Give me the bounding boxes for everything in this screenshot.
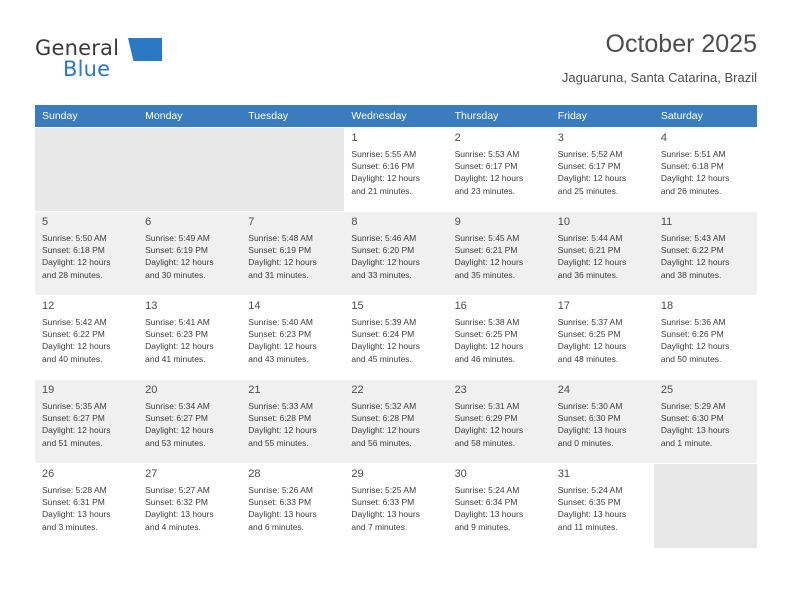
page-header [35,28,757,98]
day-sunrise-text: Sunrise: 5:32 AM [351,401,417,411]
day-daylight1-text: Daylight: 12 hours [454,173,524,184]
day-daylight2-text: and 11 minutes. [557,521,618,532]
calendar-day-cell[interactable] [344,296,447,380]
day-number: 3 [557,132,564,144]
location-subtitle: Jaguaruna, Santa Catarina, Brazil [561,70,757,85]
day-number: 18 [660,300,674,312]
calendar-day-cell[interactable] [551,296,654,380]
day-daylight2-text: and 43 minutes. [248,353,309,364]
day-daylight1-text: Daylight: 12 hours [454,341,524,352]
day-sunset-text: Sunset: 6:29 PM [454,413,518,424]
day-number: 21 [248,384,261,396]
day-number: 23 [454,384,467,396]
day-daylight1-text: Daylight: 13 hours [351,509,420,520]
day-sunset-text: Sunset: 6:28 PM [351,413,415,424]
day-daylight1-text: Daylight: 12 hours [248,341,317,352]
day-sunset-text: Sunset: 6:31 PM [42,497,105,508]
day-sunrise-text: Sunrise: 5:51 AM [660,149,726,159]
day-sunset-text: Sunset: 6:18 PM [42,245,105,256]
day-sunrise-text: Sunrise: 5:24 AM [454,485,520,495]
day-sunrise-text: Sunrise: 5:26 AM [248,485,314,495]
day-daylight2-text: and 30 minutes. [145,269,206,280]
day-daylight2-text: and 58 minutes. [454,437,516,448]
day-daylight1-text: Daylight: 12 hours [42,257,111,268]
day-daylight1-text: Daylight: 12 hours [248,257,317,268]
day-number: 16 [454,300,467,312]
day-sunset-text: Sunset: 6:25 PM [454,329,518,340]
day-number: 17 [557,300,570,312]
day-number: 9 [454,216,461,228]
day-daylight2-text: and 51 minutes. [42,437,103,448]
day-sunset-text: Sunset: 6:23 PM [248,329,312,340]
day-sunset-text: Sunset: 6:30 PM [660,413,724,424]
calendar-week-row [35,212,757,296]
day-daylight1-text: Daylight: 12 hours [351,425,420,436]
day-daylight2-text: and 31 minutes. [248,269,309,280]
weekday-header-thursday: Thursday [448,105,551,128]
calendar-day-cell[interactable] [654,128,757,212]
flag-icon [128,38,162,61]
day-number: 4 [660,132,667,144]
day-sunset-text: Sunset: 6:32 PM [145,497,208,508]
day-daylight2-text: and 28 minutes. [42,269,103,280]
day-daylight1-text: Daylight: 12 hours [248,425,317,436]
day-sunrise-text: Sunrise: 5:53 AM [454,149,520,159]
calendar-day-cell[interactable] [241,212,344,296]
calendar-day-cell[interactable] [35,380,138,464]
day-number: 15 [351,300,364,312]
day-sunrise-text: Sunrise: 5:24 AM [557,485,623,495]
calendar-week-row [35,464,757,548]
day-number: 28 [248,468,261,480]
calendar-day-cell[interactable] [35,464,138,548]
day-sunset-text: Sunset: 6:26 PM [660,329,724,340]
day-sunrise-text: Sunrise: 5:25 AM [351,485,417,495]
weekday-header-row [35,105,757,128]
day-daylight1-text: Daylight: 13 hours [660,425,730,436]
day-number: 14 [248,300,261,312]
day-daylight1-text: Daylight: 13 hours [145,509,214,520]
day-sunrise-text: Sunrise: 5:30 AM [557,401,623,411]
day-sunrise-text: Sunrise: 5:37 AM [557,317,623,327]
day-sunrise-text: Sunrise: 5:49 AM [145,233,210,243]
day-sunrise-text: Sunrise: 5:40 AM [248,317,314,327]
day-daylight1-text: Daylight: 12 hours [351,173,420,184]
day-number: 10 [557,216,570,228]
page-title: October 2025 [605,30,757,58]
day-number: 12 [42,300,55,312]
calendar-cell-empty [654,464,757,548]
day-sunrise-text: Sunrise: 5:39 AM [351,317,417,327]
day-sunrise-text: Sunrise: 5:44 AM [557,233,623,243]
day-number: 27 [145,468,158,480]
weekday-header-wednesday: Wednesday [344,105,447,128]
day-sunset-text: Sunset: 6:27 PM [42,413,105,424]
day-number: 2 [454,132,461,144]
day-daylight1-text: Daylight: 13 hours [557,425,627,436]
day-daylight2-text: and 56 minutes. [351,437,412,448]
calendar-week-row [35,128,757,212]
day-sunset-text: Sunset: 6:18 PM [660,161,724,172]
calendar-day-cell[interactable] [35,212,138,296]
day-sunset-text: Sunset: 6:24 PM [351,329,415,340]
day-daylight1-text: Daylight: 12 hours [454,257,524,268]
day-sunset-text: Sunset: 6:33 PM [351,497,415,508]
day-sunrise-text: Sunrise: 5:35 AM [42,401,107,411]
calendar-day-cell[interactable] [654,212,757,296]
day-daylight2-text: and 26 minutes. [660,185,722,196]
day-sunset-text: Sunset: 6:21 PM [557,245,621,256]
day-sunrise-text: Sunrise: 5:33 AM [248,401,314,411]
day-sunset-text: Sunset: 6:17 PM [454,161,518,172]
day-daylight1-text: Daylight: 12 hours [145,341,214,352]
day-sunrise-text: Sunrise: 5:41 AM [145,317,210,327]
calendar-day-cell[interactable] [551,380,654,464]
day-sunset-text: Sunset: 6:30 PM [557,413,621,424]
day-daylight1-text: Daylight: 12 hours [660,173,730,184]
day-number: 30 [454,468,467,480]
day-number: 20 [145,384,158,396]
day-sunrise-text: Sunrise: 5:28 AM [42,485,107,495]
day-number: 7 [248,216,255,228]
day-sunset-text: Sunset: 6:19 PM [248,245,312,256]
calendar-cell-empty [138,128,241,212]
day-number: 31 [557,468,570,480]
day-sunrise-text: Sunrise: 5:50 AM [42,233,107,243]
day-sunset-text: Sunset: 6:17 PM [557,161,621,172]
weekday-header-sunday: Sunday [35,105,138,128]
day-sunset-text: Sunset: 6:22 PM [660,245,724,256]
day-daylight2-text: and 50 minutes. [660,353,722,364]
day-number: 8 [351,216,358,228]
day-daylight2-text: and 35 minutes. [454,269,516,280]
day-daylight1-text: Daylight: 12 hours [557,257,627,268]
day-number: 25 [660,384,674,396]
calendar-day-cell[interactable] [241,380,344,464]
logo-text-general: General [35,36,120,60]
day-daylight1-text: Daylight: 12 hours [145,257,214,268]
calendar-week-row [35,380,757,464]
day-sunrise-text: Sunrise: 5:38 AM [454,317,520,327]
weekday-header-tuesday: Tuesday [241,105,344,128]
day-sunset-text: Sunset: 6:19 PM [145,245,208,256]
calendar-day-cell[interactable] [344,380,447,464]
calendar-day-cell[interactable] [241,464,344,548]
day-number: 19 [42,384,55,396]
day-number: 5 [42,216,49,228]
day-daylight2-text: and 40 minutes. [42,353,103,364]
day-sunset-text: Sunset: 6:28 PM [248,413,312,424]
day-number: 22 [351,384,364,396]
day-sunrise-text: Sunrise: 5:48 AM [248,233,314,243]
day-sunrise-text: Sunrise: 5:27 AM [145,485,210,495]
day-sunrise-text: Sunrise: 5:29 AM [660,401,726,411]
logo-text-blue: Blue [63,57,111,81]
calendar-day-cell[interactable] [344,128,447,212]
day-sunrise-text: Sunrise: 5:31 AM [454,401,520,411]
weekday-header-friday: Friday [551,105,654,128]
calendar-day-cell[interactable] [241,296,344,380]
day-daylight1-text: Daylight: 12 hours [145,425,214,436]
day-daylight1-text: Daylight: 13 hours [454,509,524,520]
day-sunset-text: Sunset: 6:33 PM [248,497,312,508]
day-daylight2-text: and 7 minutes. [351,521,408,532]
day-sunrise-text: Sunrise: 5:43 AM [660,233,726,243]
day-sunrise-text: Sunrise: 5:46 AM [351,233,417,243]
day-sunset-text: Sunset: 6:34 PM [454,497,518,508]
day-daylight2-text: and 55 minutes. [248,437,309,448]
day-number: 29 [351,468,364,480]
calendar-cell-empty [35,128,138,212]
day-sunset-text: Sunset: 6:25 PM [557,329,621,340]
day-daylight2-text: and 53 minutes. [145,437,206,448]
calendar-day-cell[interactable] [551,464,654,548]
day-daylight2-text: and 9 minutes. [454,521,511,532]
day-number: 6 [145,216,152,228]
calendar-day-cell[interactable] [35,296,138,380]
day-sunrise-text: Sunrise: 5:42 AM [42,317,107,327]
day-daylight1-text: Daylight: 13 hours [557,509,627,520]
day-daylight2-text: and 36 minutes. [557,269,619,280]
day-sunset-text: Sunset: 6:35 PM [557,497,621,508]
calendar-day-cell[interactable] [138,380,241,464]
day-number: 26 [42,468,55,480]
day-daylight2-text: and 46 minutes. [454,353,516,364]
day-daylight1-text: Daylight: 12 hours [557,341,627,352]
day-daylight2-text: and 41 minutes. [145,353,206,364]
day-daylight1-text: Daylight: 12 hours [42,341,111,352]
sun-times-calendar [35,105,757,548]
calendar-day-cell[interactable] [448,296,551,380]
day-number: 11 [660,216,673,228]
day-daylight1-text: Daylight: 13 hours [248,509,317,520]
calendar-day-cell[interactable] [551,128,654,212]
day-daylight2-text: and 33 minutes. [351,269,412,280]
day-daylight2-text: and 3 minutes. [42,521,98,532]
calendar-day-cell[interactable] [344,464,447,548]
day-sunrise-text: Sunrise: 5:52 AM [557,149,623,159]
day-daylight2-text: and 1 minute. [660,437,713,448]
calendar-day-cell[interactable] [448,464,551,548]
day-daylight2-text: and 4 minutes. [145,521,201,532]
day-daylight1-text: Daylight: 13 hours [42,509,111,520]
day-sunrise-text: Sunrise: 5:34 AM [145,401,210,411]
day-daylight2-text: and 6 minutes. [248,521,305,532]
weekday-header-monday: Monday [138,105,241,128]
day-sunrise-text: Sunrise: 5:36 AM [660,317,726,327]
day-number: 13 [145,300,158,312]
day-sunset-text: Sunset: 6:21 PM [454,245,518,256]
day-daylight1-text: Daylight: 12 hours [42,425,111,436]
day-sunrise-text: Sunrise: 5:45 AM [454,233,520,243]
calendar-day-cell[interactable] [654,380,757,464]
calendar-day-cell[interactable] [138,464,241,548]
day-daylight2-text: and 0 minutes. [557,437,614,448]
logo[interactable] [35,36,195,88]
calendar-day-cell[interactable] [138,212,241,296]
calendar-day-cell[interactable] [448,128,551,212]
calendar-day-cell[interactable] [551,212,654,296]
day-daylight1-text: Daylight: 12 hours [660,341,730,352]
day-number: 1 [351,132,358,144]
calendar-day-cell[interactable] [654,296,757,380]
day-sunset-text: Sunset: 6:22 PM [42,329,105,340]
calendar-day-cell[interactable] [448,212,551,296]
day-daylight1-text: Daylight: 12 hours [557,173,627,184]
day-daylight1-text: Daylight: 12 hours [454,425,524,436]
calendar-week-row [35,296,757,380]
day-daylight2-text: and 21 minutes. [351,185,412,196]
calendar-day-cell[interactable] [448,380,551,464]
calendar-day-cell[interactable] [344,212,447,296]
day-daylight1-text: Daylight: 12 hours [660,257,730,268]
day-daylight1-text: Daylight: 12 hours [351,257,420,268]
day-sunset-text: Sunset: 6:27 PM [145,413,208,424]
calendar-cell-empty [241,128,344,212]
day-sunset-text: Sunset: 6:20 PM [351,245,415,256]
day-sunrise-text: Sunrise: 5:55 AM [351,149,417,159]
title-block [562,28,757,86]
day-sunset-text: Sunset: 6:16 PM [351,161,415,172]
day-number: 24 [557,384,570,396]
day-daylight2-text: and 38 minutes. [660,269,722,280]
day-daylight1-text: Daylight: 12 hours [351,341,420,352]
day-daylight2-text: and 25 minutes. [557,185,619,196]
day-daylight2-text: and 45 minutes. [351,353,412,364]
day-sunset-text: Sunset: 6:23 PM [145,329,208,340]
day-daylight2-text: and 23 minutes. [454,185,516,196]
weekday-header-saturday: Saturday [654,105,757,128]
calendar-day-cell[interactable] [138,296,241,380]
calendar-body [35,128,757,548]
day-daylight2-text: and 48 minutes. [557,353,619,364]
